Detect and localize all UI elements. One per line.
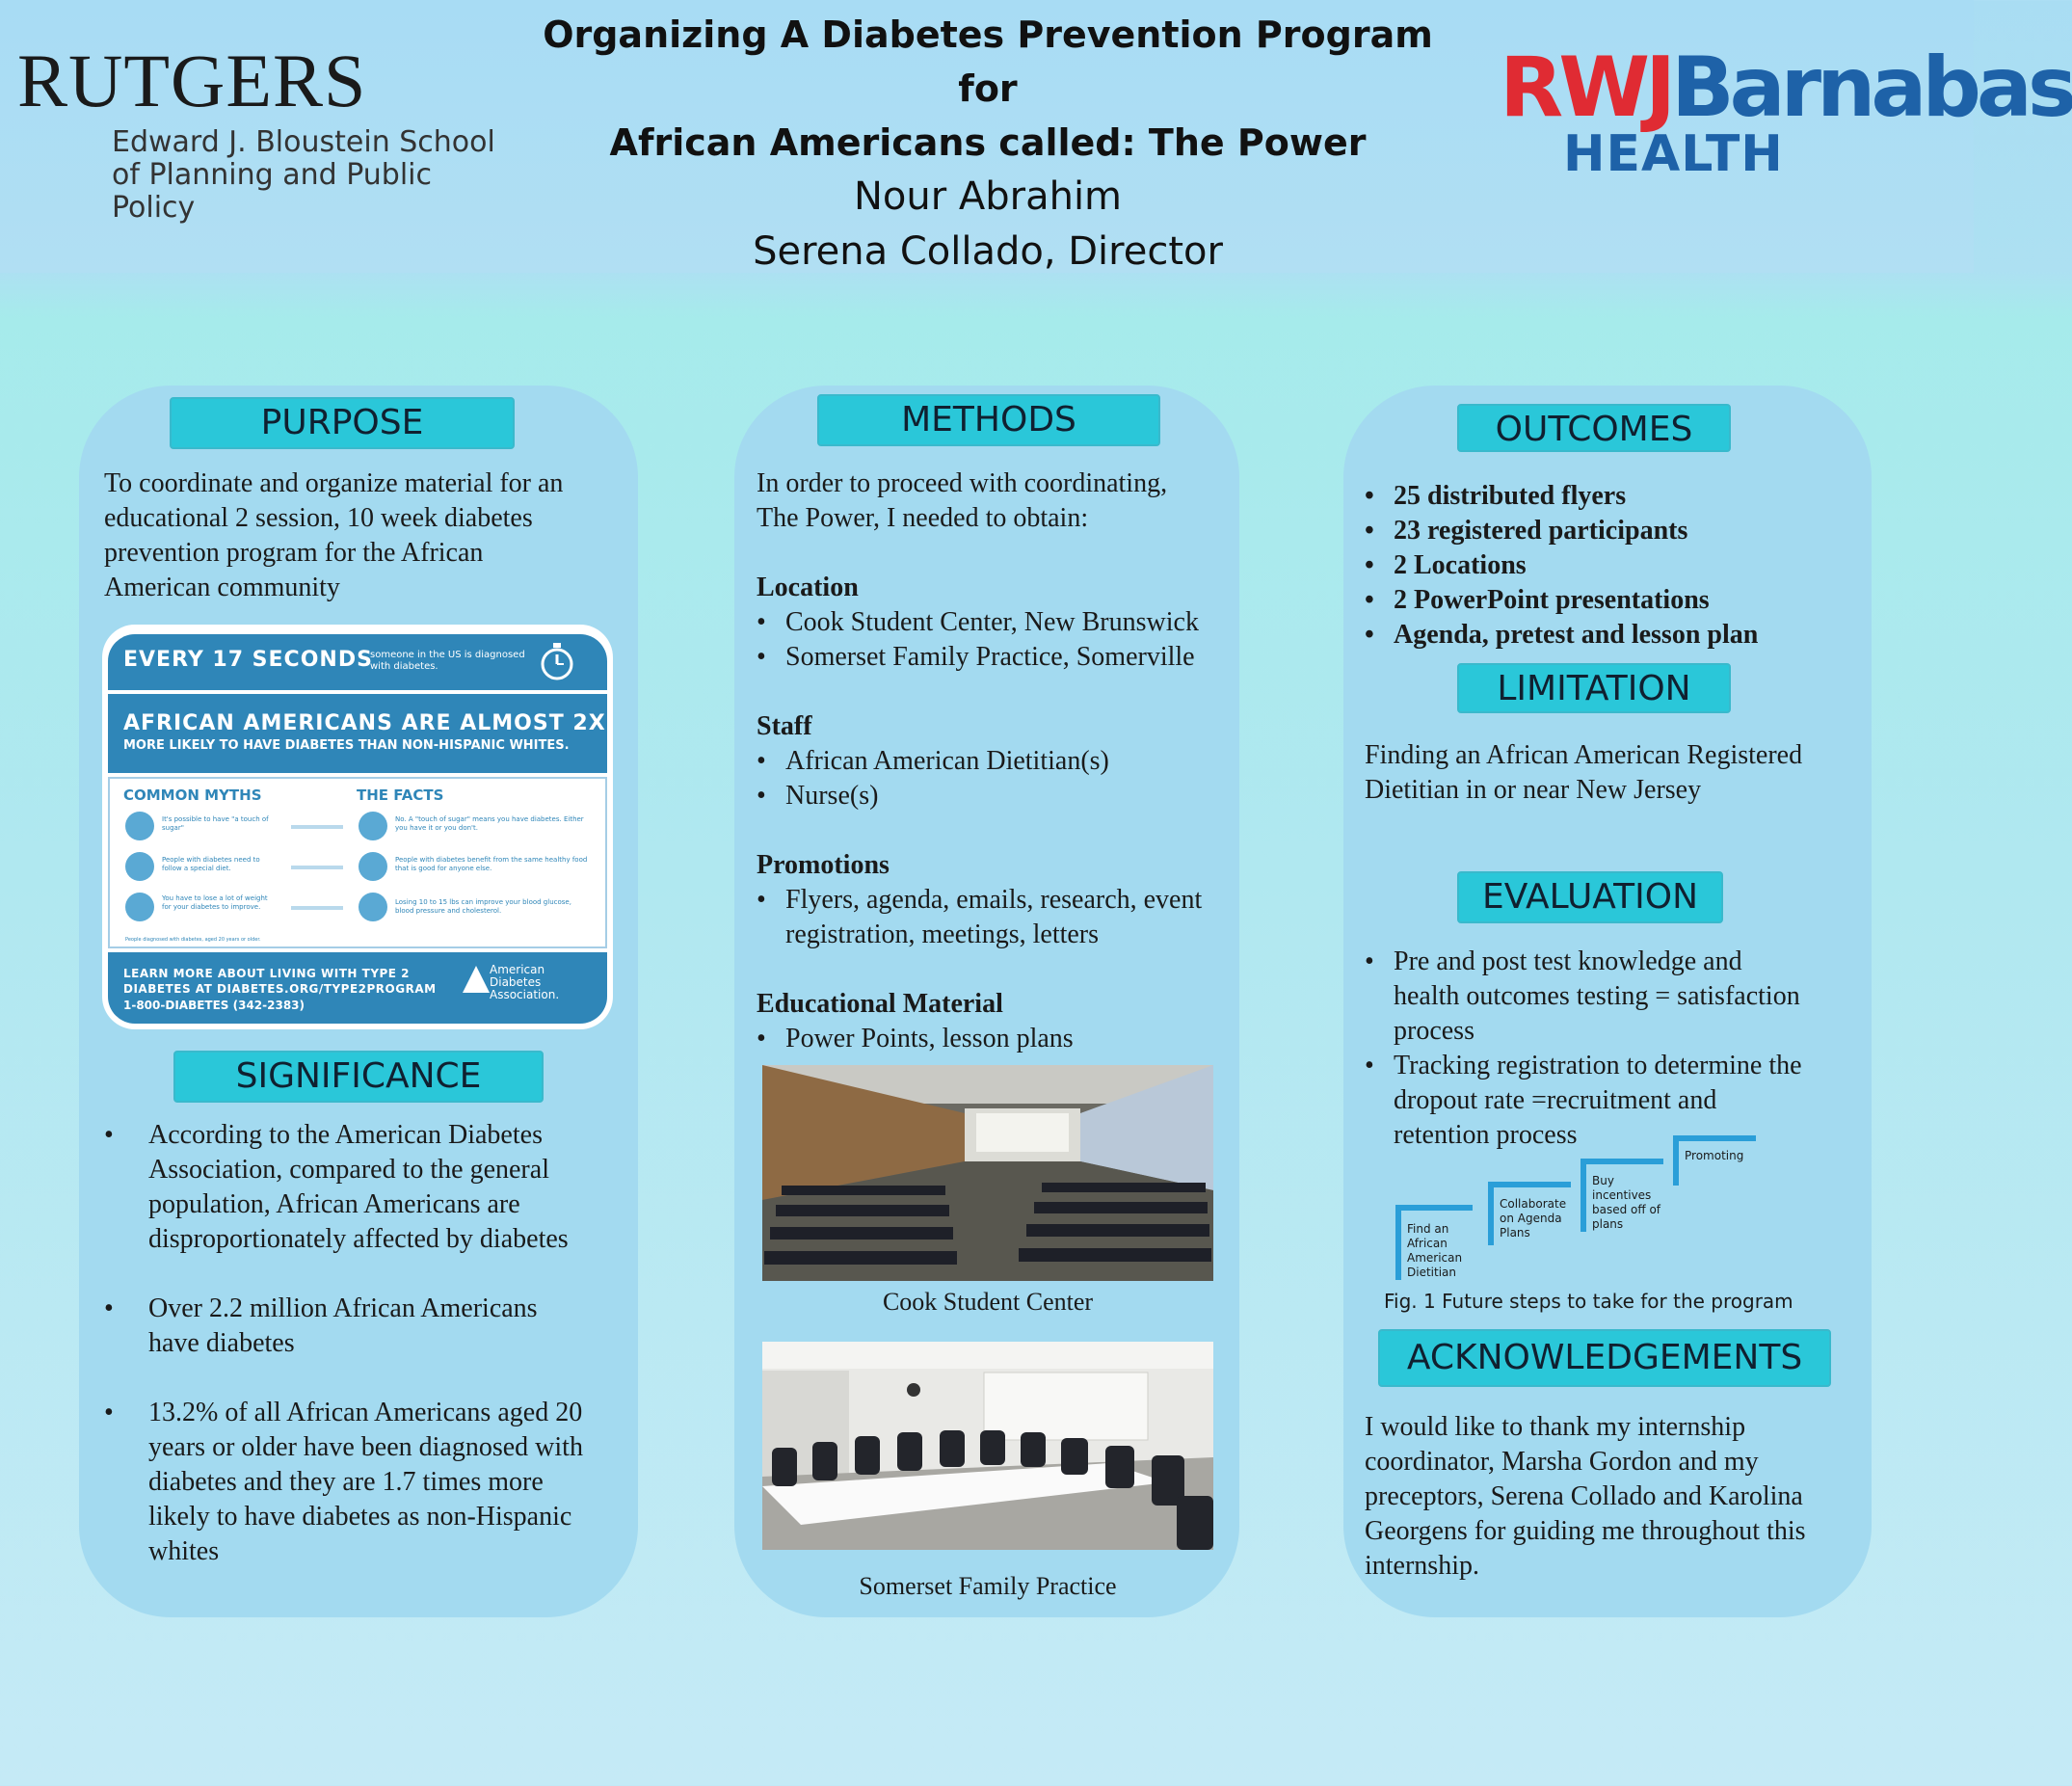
outcomes-list [1365, 479, 1866, 653]
location-heading: Location [757, 573, 859, 602]
figure-caption: Fig. 1 Future steps to take for the program [1384, 1290, 1793, 1313]
acknowledgements-text: I would like to thank my internship coordinator, Marsha Gordon and my preceptors, Serena Collado and Karolina Georgens for guiding me throughout this internship. [1365, 1412, 1806, 1581]
poster-header [0, 0, 2072, 274]
infographic-stat-band: AFRICAN AMERICANS ARE ALMOST 2X MORE LIKELY TO HAVE DIABETES THAN NON-HISPANIC WHITES. [108, 694, 607, 773]
promotions-heading: Promotions [757, 850, 890, 880]
director-name: Serena Collado, Director [753, 229, 1223, 274]
outcomes-heading: OUTCOMES [1457, 404, 1731, 452]
poster-title-line2: African Americans called: The Power [609, 121, 1367, 164]
person-icon [125, 893, 154, 921]
ada-logo-icon [463, 966, 490, 993]
facts-heading: THE FACTS [357, 786, 444, 804]
future-steps-diagram [1386, 1137, 1771, 1292]
list-item: • 2 Locations [1365, 548, 1866, 583]
author-name: Nour Abrahim [853, 174, 1123, 219]
stopwatch-icon [538, 640, 576, 682]
list-item: • Nurse(s) [757, 779, 1238, 813]
list-item: • Pre and post test knowledge and health outcomes testing = satisfaction process [1365, 945, 1866, 1049]
list-item: • African American Dietitian(s) [757, 744, 1238, 779]
purpose-heading: PURPOSE [170, 397, 515, 449]
poster-title-line1: Organizing A Diabetes Prevention Program for [543, 13, 1433, 110]
rwjbarnabas-logo: RWJBarnabas HEALTH [1500, 40, 2072, 183]
ada-logo-text: American Diabetes Association. [490, 963, 560, 1001]
list-item: • Cook Student Center, New Brunswick [757, 605, 1238, 640]
list-item: • Somerset Family Practice, Somerville [757, 640, 1238, 675]
significance-heading: SIGNIFICANCE [173, 1051, 544, 1103]
arrow-icon [291, 866, 343, 869]
rutgers-wordmark: RUTGERS [17, 39, 367, 122]
rutgers-school-name: Edward J. Bloustein School of Planning and Public Policy [112, 125, 495, 225]
purpose-text: To coordinate and organize material for an educational 2 session, 10 week diabetes prevention program for the African American community [104, 468, 564, 602]
methods-text: In order to proceed with coordinating, The Power, I needed to obtain: Location • Cook Student Center, New Brunswick • Somerset Family Practice, Somerville Staff • African American Dietitian(s) • Nurse(s) Promotions • Flyers, agenda, emails, research, event registration, meetings, letters Educational Material • Power Points, lesson plans [757, 466, 1238, 1056]
arrow-icon [291, 825, 343, 829]
list-item: • Over 2.2 million African Americans have diabetes [104, 1292, 624, 1361]
apple-icon [359, 852, 387, 881]
step-find-dietitian: Find an African American Dietitian [1395, 1211, 1482, 1280]
evaluation-heading: EVALUATION [1457, 871, 1723, 923]
step-promoting: Promoting [1673, 1141, 1760, 1186]
methods-heading: METHODS [817, 394, 1160, 446]
spoon-icon [359, 812, 387, 840]
myths-facts-section: COMMON MYTHS THE FACTS It's possible to have "a touch of sugar" No. A "touch of sugar" means you have diabetes. Either you have it or you don't. People with diabetes need to follow a special diet. People with diabetes benefit from the same healthy food that is good for anyone else. You have to lose a lot of weight for your diabetes to improve. Losing 10 to 15 lbs can improve your blood glucose, blood pressure and cholesterol. People diagnosed with diabetes, aged 20 years or older. [108, 777, 607, 948]
list-item: • Power Points, lesson plans [757, 1022, 1238, 1056]
infographic-bottom-banner: LEARN MORE ABOUT LIVING WITH TYPE 2 DIABETES AT DIABETES.ORG/TYPE2PROGRAM 1-800-DIABETES (342-2383) American Diabetes Association. [108, 952, 607, 1024]
diabetes-infographic [102, 625, 613, 1029]
plate-icon [125, 852, 154, 881]
poster-title-block [520, 8, 1455, 280]
glucose-meter-icon [359, 893, 387, 921]
significance-bullets [104, 1118, 624, 1569]
rutgers-logo [17, 39, 518, 225]
educational-material-heading: Educational Material [757, 989, 1003, 1019]
photo-caption-1: Cook Student Center [882, 1288, 1094, 1316]
list-item: • Tracking registration to determine the dropout rate =recruitment and retention process [1365, 1049, 1866, 1153]
infographic-top-banner: EVERY 17 SECONDS someone in the US is diagnosed with diabetes. [108, 634, 607, 690]
somerset-family-practice-photo [762, 1342, 1213, 1550]
list-item: • Agenda, pretest and lesson plan [1365, 618, 1866, 653]
list-item: • 23 registered participants [1365, 514, 1866, 548]
evaluation-bullets [1365, 945, 1866, 1153]
myths-heading: COMMON MYTHS [123, 786, 262, 804]
limitation-heading: LIMITATION [1457, 663, 1731, 713]
step-collaborate-agenda: Collaborate on Agenda Plans [1488, 1187, 1581, 1245]
step-buy-incentives: Buy incentives based off of plans [1581, 1164, 1673, 1232]
list-item: • 13.2% of all African Americans aged 20 years or older have been diagnosed with diabetes and they are 1.7 times more likely to have diabetes as non-Hispanic whites [104, 1396, 624, 1569]
cook-student-center-photo [762, 1065, 1213, 1281]
list-item: • 25 distributed flyers [1365, 479, 1866, 514]
list-item: • According to the American Diabetes Association, compared to the general population, African Americans are disproportionately affected by diabetes [104, 1118, 624, 1257]
list-item: • 2 PowerPoint presentations [1365, 583, 1866, 618]
arrow-icon [291, 906, 343, 910]
sugar-cube-icon [125, 812, 154, 840]
acknowledgements-heading: ACKNOWLEDGEMENTS [1378, 1329, 1831, 1387]
list-item: • Flyers, agenda, emails, research, event registration, meetings, letters [757, 883, 1238, 952]
photo-caption-2: Somerset Family Practice [859, 1572, 1117, 1600]
limitation-text: Finding an African American Registered Dietitian in or near New Jersey [1365, 740, 1803, 805]
staff-heading: Staff [757, 711, 812, 741]
